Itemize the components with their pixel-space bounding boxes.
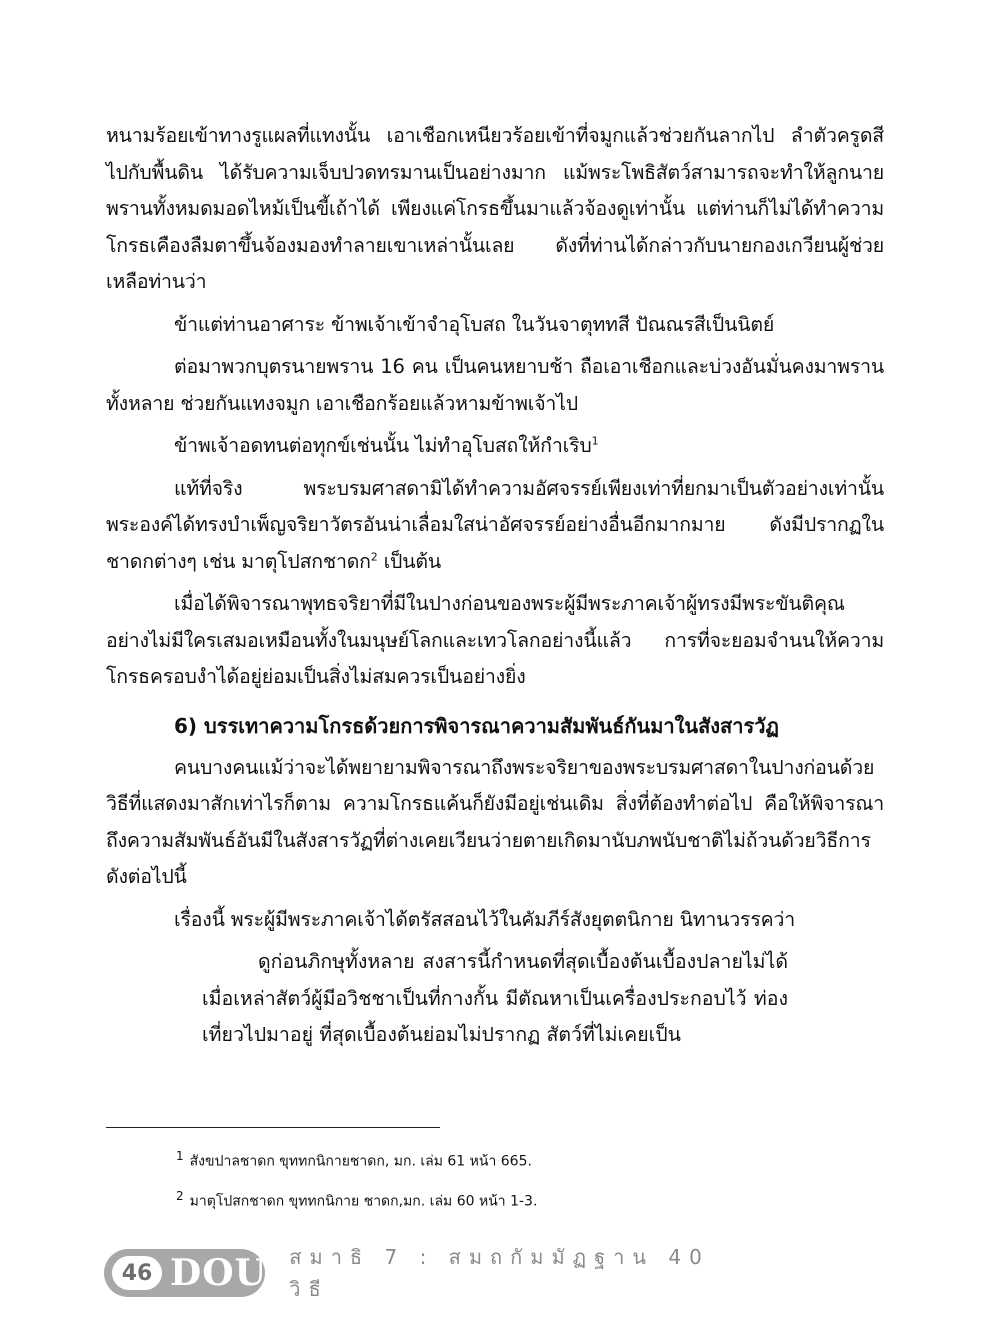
- footnote-2: [176, 1186, 876, 1212]
- footer-badge: [104, 1249, 265, 1297]
- footnote-1: [176, 1146, 876, 1172]
- paragraph-2: ข้าแต่ท่านอาศาระ ข้าพเจ้าเข้าจำอุโบสถ ในวันจาตุททสี ปัณณรสีเป็นนิตย์: [174, 312, 775, 336]
- paragraph-6: เมื่อได้พิจารณาพุทธจริยาที่มีในปางก่อนของพระผู้มีพระภาคเจ้าผู้ทรงมีพระขันติคุณอย่างไม่มีใครเสมอเหมือนทั้งในมนุษย์โลกและเทวโลกอย่างนี้แล้ว การที่จะยอมจำนนให้ความโกรธครอบงำได้อยู่ย่อมเป็นสิ่งไม่สมควรเป็นอย่างยิ่ง: [106, 592, 884, 688]
- footnote-2-number: 2: [176, 1188, 184, 1203]
- paragraph-5-text: แท้ที่จริง พระบรมศาสดามิได้ทำความอัศจรรย์เพียงเท่าที่ยกมาเป็นตัวอย่างเท่านั้น พระองค์ได้ทรงบำเพ็ญจริยาวัตรอันน่าเลื่อมใสน่าอัศจรรย์อย่างอื่นอีกมากมาย ดังมีปรากฏในชาดกต่างๆ เช่น มาตุโปสกชาดก: [106, 476, 884, 573]
- section-heading: 6) บรรเทาความโกรธด้วยการพิจารณาความสัมพันธ์กันมาในสังสารวัฏ: [174, 713, 779, 738]
- scripture-quote-text: ดูก่อนภิกษุทั้งหลาย สงสารนี้กำหนดที่สุดเบื้องต้นเบื้องปลายไม่ได้ เมื่อเหล่าสัตว์ผู้มีอวิชชาเป็นที่กางกั้น มีตัณหาเป็นเครื่องประกอบไว้ ท่องเที่ยวไปมาอยู่ ที่สุดเบื้องต้นย่อมไม่ปรากฏ สัตว์ที่ไม่เคยเป็น: [202, 950, 788, 1046]
- paragraph-5: [106, 471, 884, 581]
- page-body: [106, 118, 884, 1054]
- paragraph-5-tail: เป็นต้น: [377, 549, 441, 573]
- footnote-1-number: 1: [176, 1149, 184, 1163]
- footnotes: [176, 1146, 876, 1225]
- paragraph-4-text: ข้าพเจ้าอดทนต่อทุกข์เช่นนั้น ไม่ทำอุโบสถให้กำเริบ: [174, 434, 592, 457]
- footnote-ref-2: 2: [370, 550, 378, 563]
- page-number: 46: [112, 1256, 162, 1290]
- running-title: สมาธิ 7 : สมถกัมมัฏฐาน 40 วิธี: [289, 1245, 710, 1301]
- page-footer: [104, 1245, 724, 1301]
- footnote-ref-1: 1: [591, 434, 599, 448]
- footnote-1-text: สังขปาลชาดก ขุททกนิกายชาดก, มก. เล่ม 61 หน้า 665.: [189, 1153, 532, 1170]
- dou-logo: DOU: [170, 1252, 267, 1294]
- paragraph-8: เรื่องนี้ พระผู้มีพระภาคเจ้าได้ตรัสสอนไว้ในคัมภีร์สังยุตตนิกาย นิทานวรรคว่า: [174, 907, 795, 931]
- paragraph-4: [106, 428, 884, 465]
- footnote-2-text: มาตุโปสกชาดก ขุททกนิกาย ชาดก,มก. เล่ม 60 หน้า 1-3.: [189, 1193, 538, 1210]
- footnote-divider: [106, 1127, 440, 1128]
- scripture-quote: [202, 944, 788, 1054]
- paragraph-3: ต่อมาพวกบุตรนายพราน 16 คน เป็นคนหยาบช้า ถือเอาเชือกและบ่วงอันมั่นคงมาพรานทั้งหลาย ช่วยกันแทงจมูก เอาเชือกร้อยแล้วหามข้าพเจ้าไป: [106, 355, 884, 415]
- paragraph-1: หนามร้อยเข้าทางรูแผลที่แทงนั้น เอาเชือกเหนียวร้อยเข้าที่จมูกแล้วช่วยกันลากไป ลำตัวครูดสีไปกับพื้นดิน ได้รับความเจ็บปวดทรมานเป็นอย่างมาก แม้พระโพธิสัตว์สามารถจะทำให้ลูกนายพรานทั้งหมดมอดไหม้เป็นขี้เถ้าได้ เพียงแค่โกรธขึ้นมาแล้วจ้องดูเท่านั้น แต่ท่านก็ไม่ได้ทำความโกรธเคืองลืมตาขึ้นจ้องมองทำลายเขาเหล่านั้นเลย ดังที่ท่านได้กล่าวกับนายกองเกวียนผู้ช่วยเหลือท่านว่า: [106, 124, 884, 293]
- paragraph-7: คนบางคนแม้ว่าจะได้พยายามพิจารณาถึงพระจริยาของพระบรมศาสดาในปางก่อนด้วยวิธีที่แสดงมาสักเท่าไรก็ตาม ความโกรธแค้นก็ยังมีอยู่เช่นเดิม สิ่งที่ต้องทำต่อไป คือให้พิจารณาถึงความสัมพันธ์อันมีในสังสารวัฏที่ต่างเคยเวียนว่ายตายเกิดมานับภพนับชาติไม่ถ้วนด้วยวิธีการ ดังต่อไปนี้: [106, 755, 884, 888]
